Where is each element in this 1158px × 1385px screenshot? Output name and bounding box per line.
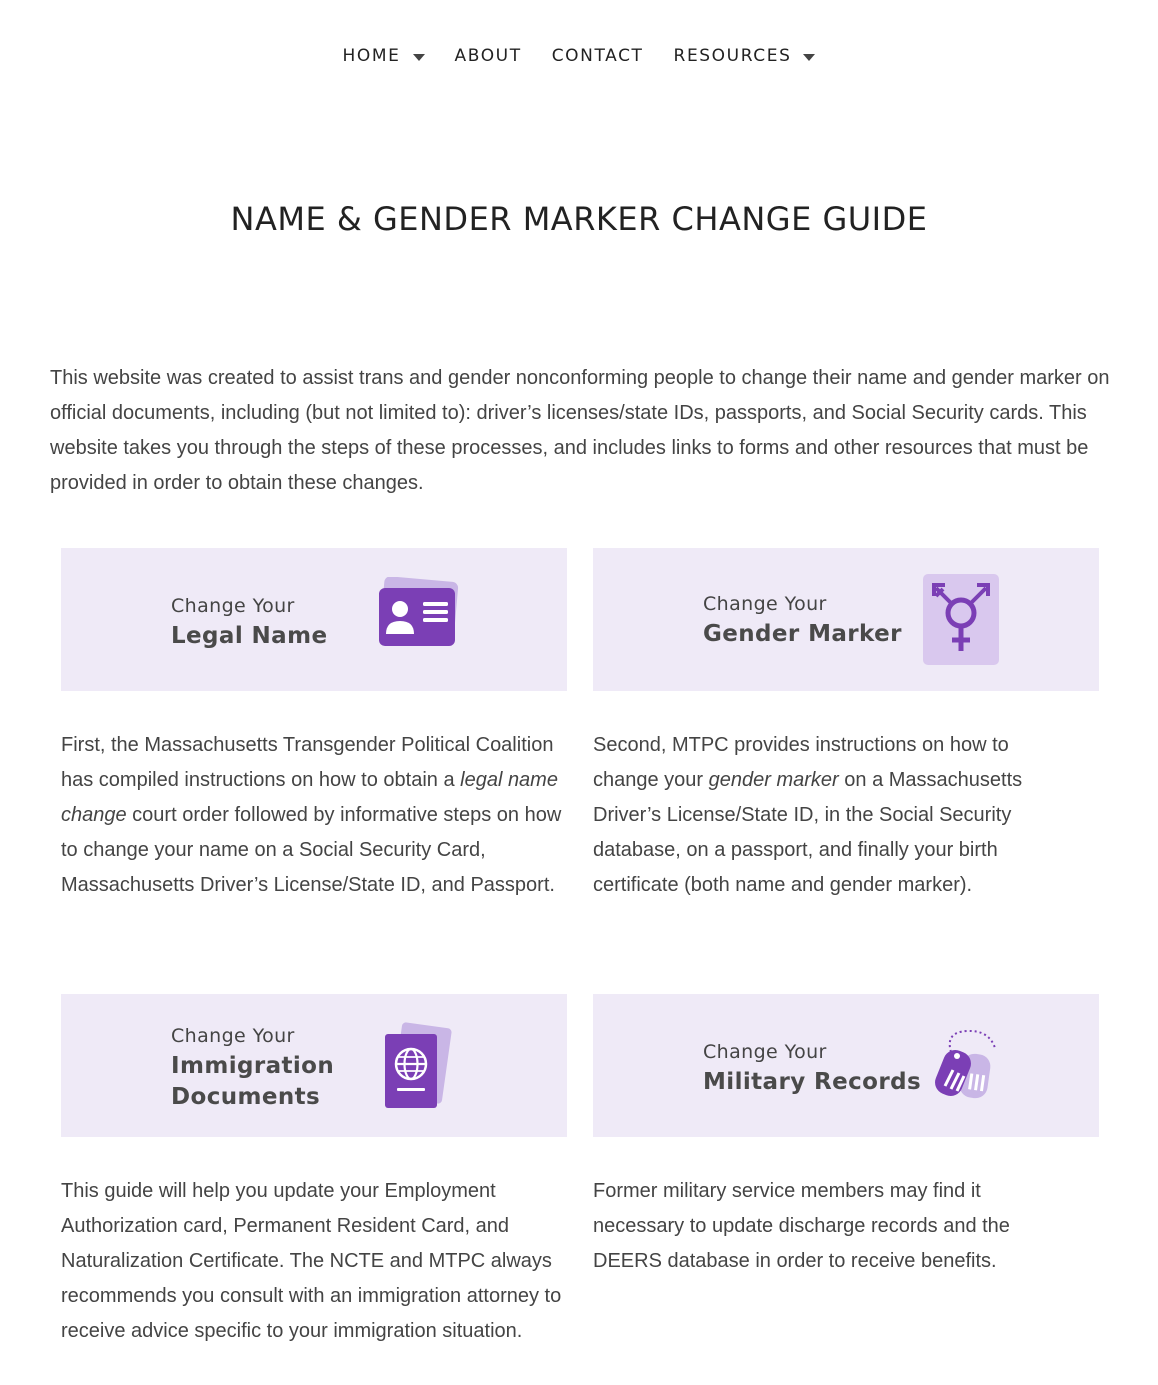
desc-emphasis: gender marker <box>708 769 839 791</box>
card-label <box>703 589 902 650</box>
transgender-symbol-icon <box>923 574 999 665</box>
card-subtitle: Change Your <box>171 595 295 617</box>
card-subtitle: Change Your <box>703 1041 827 1063</box>
card-label <box>171 1021 334 1113</box>
nav-item-contact[interactable] <box>552 46 644 66</box>
desc-text: First, the Massachusetts Transgender Political Coalition has compiled instructions on how to obtain a <box>61 734 554 791</box>
desc-emphasis: legal name change <box>61 769 558 826</box>
card-title: Documents <box>171 1084 321 1110</box>
desc-text: Second, MTPC provides instructions on how to change your <box>593 734 1009 791</box>
military-description: Former military service members may find it necessary to update discharge records and the DEERS database in order to receive benefits. <box>593 1180 1010 1272</box>
military-records-card[interactable] <box>593 994 1099 1137</box>
legal-name-card[interactable] <box>61 548 567 691</box>
caret-down-icon[interactable] <box>803 54 815 61</box>
card-title: Immigration <box>171 1053 335 1079</box>
card-subtitle: Change Your <box>703 593 827 615</box>
nav-item-home[interactable] <box>343 46 425 66</box>
card-label <box>703 1037 921 1098</box>
immigration-description: This guide will help you update your Employment Authorization card, Permanent Resident Card, and Naturalization Certificate. The NCTE and MTPC always recommends you consult with an immigration attorney to receive advice specific to your immigration situation. <box>61 1180 562 1342</box>
card-title: Military Records <box>703 1069 922 1095</box>
dog-tags-icon <box>931 1028 1001 1102</box>
desc-text: court order followed by informative steps on how to change your name on a Social Security Card, Massachusetts Driver’s License/State ID, and Passport. <box>61 804 562 896</box>
card-label <box>171 591 327 652</box>
passport-icon <box>381 1022 453 1112</box>
caret-down-icon[interactable] <box>413 54 425 61</box>
nav-home-label: HOME <box>342 46 401 66</box>
intro-paragraph: This website was created to assist trans and gender nonconforming people to change their name and gender marker on official documents, including (but not limited to): driver’s licenses/state IDs, passports, and Social Security cards. This website takes you through the steps of these processes, and includes links to forms and other resources that must be provided in order to obtain these changes. <box>50 367 1110 494</box>
card-title: Legal Name <box>171 623 328 649</box>
card-title: Gender Marker <box>703 621 902 647</box>
legal-name-description <box>61 728 573 903</box>
immigration-documents-card[interactable] <box>61 994 567 1137</box>
nav-item-about[interactable] <box>455 46 522 66</box>
gender-marker-description <box>593 728 1063 903</box>
id-card-icon <box>373 577 459 649</box>
nav-resources-label: RESOURCES <box>673 46 792 66</box>
gender-marker-card[interactable] <box>593 548 1099 691</box>
nav-item-resources[interactable] <box>674 46 816 66</box>
main-nav <box>0 40 1158 72</box>
desc-text: on a Massachusetts Driver’s License/State ID, in the Social Security database, on a passport, and finally your birth certificate (both name and gender marker). <box>593 769 1023 896</box>
page-title: NAME & GENDER MARKER CHANGE GUIDE <box>230 200 928 238</box>
nav-about-label: ABOUT <box>454 46 522 66</box>
card-subtitle: Change Your <box>171 1025 295 1047</box>
nav-contact-label: CONTACT <box>551 46 644 66</box>
